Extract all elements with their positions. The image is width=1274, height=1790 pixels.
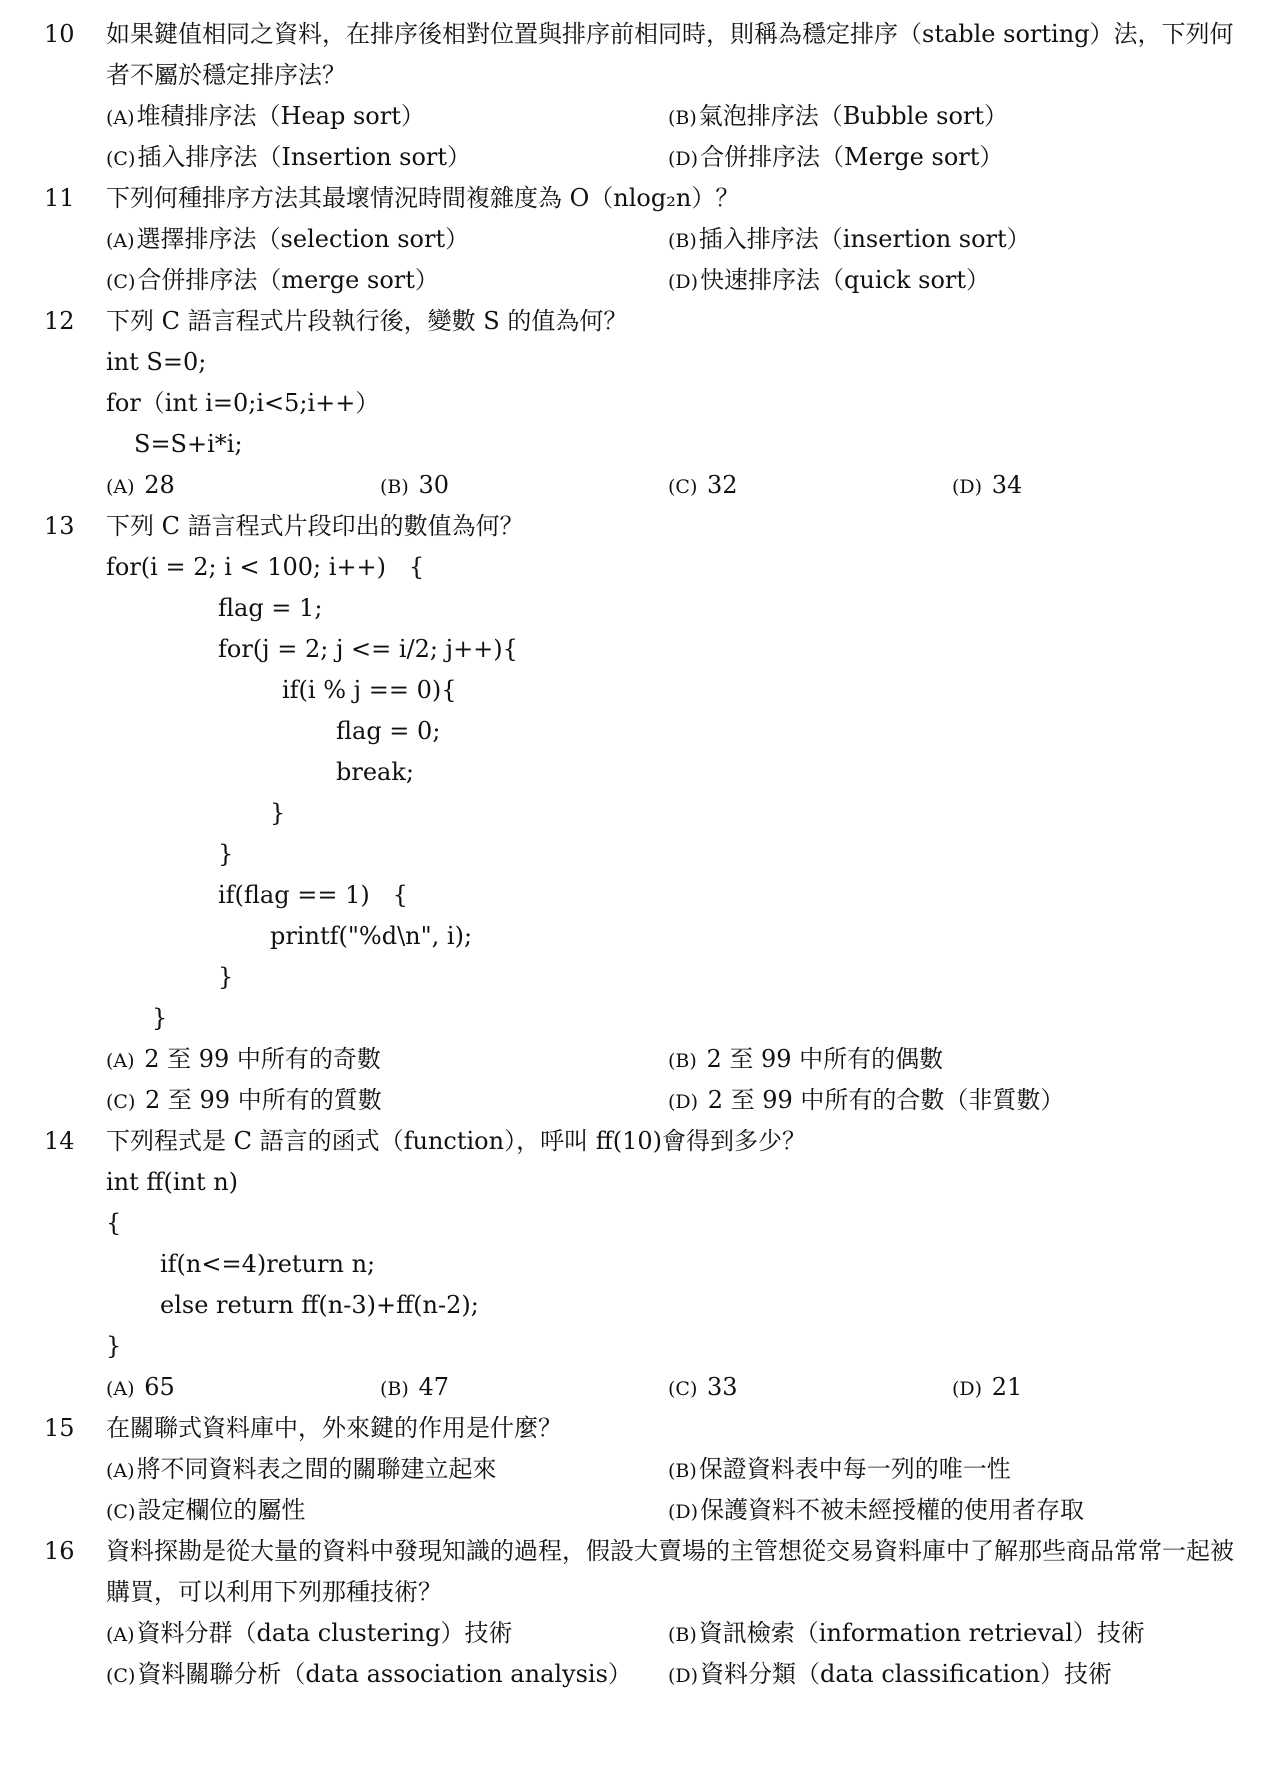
- option-text: 資料關聯分析（data association analysis）: [137, 1660, 632, 1688]
- option-text: 保證資料表中每一列的唯一性: [698, 1455, 1011, 1483]
- option-row: [0, 1490, 1274, 1531]
- option-text: 將不同資料表之間的關聯建立起來: [136, 1455, 497, 1483]
- option-text: 堆積排序法（Heap sort）: [136, 102, 425, 130]
- question-number: 10: [44, 20, 75, 48]
- option-mark: (B): [668, 1050, 697, 1072]
- option-mark: (D): [952, 476, 983, 498]
- option-text: 設定欄位的屬性: [137, 1496, 306, 1524]
- option-mark: (B): [668, 1460, 697, 1482]
- option-mark: (C): [106, 148, 136, 170]
- option-row: [0, 137, 1274, 178]
- option-mark: (C): [106, 1665, 136, 1687]
- option-mark: (C): [106, 271, 136, 293]
- code-line: if(i % j == 0){: [282, 676, 457, 704]
- option-mark: (A): [106, 107, 135, 129]
- option-mark: (D): [668, 1665, 699, 1687]
- option-b[interactable]: [380, 465, 449, 508]
- option-row: [0, 465, 1274, 506]
- option-text: 資料分類（data classification）技術: [700, 1660, 1113, 1688]
- option-d[interactable]: [952, 465, 1022, 508]
- code-line: flag = 1;: [218, 594, 323, 622]
- question-stem: 下列何種排序方法其最壞情況時間複雜度為 O（nlog₂n）？: [106, 184, 740, 212]
- question-number: 15: [44, 1414, 75, 1442]
- code-line: }: [218, 963, 234, 991]
- option-c[interactable]: [106, 260, 439, 303]
- code-line: for（int i=0;i<5;i++）: [106, 389, 380, 417]
- option-text: 47: [418, 1373, 449, 1401]
- option-text: 選擇排序法（selection sort）: [136, 225, 470, 253]
- option-text: 33: [707, 1373, 738, 1401]
- code-line: else return ff(n-3)+ff(n-2);: [160, 1291, 479, 1319]
- option-text: 2 至 99 中所有的奇數: [144, 1045, 381, 1073]
- option-mark: (C): [106, 1501, 136, 1523]
- code-line: int S=0;: [106, 348, 207, 376]
- option-a[interactable]: [106, 465, 175, 508]
- option-d[interactable]: [668, 1080, 1064, 1123]
- option-mark: (A): [106, 476, 135, 498]
- option-text: 2 至 99 中所有的質數: [145, 1086, 382, 1114]
- option-mark: (D): [668, 1501, 699, 1523]
- option-text: 30: [418, 471, 449, 499]
- option-text: 資訊檢索（information retrieval）技術: [698, 1619, 1145, 1647]
- option-text: 28: [144, 471, 175, 499]
- option-row: [0, 1367, 1274, 1408]
- option-a[interactable]: [106, 219, 469, 262]
- option-text: 21: [991, 1373, 1023, 1401]
- option-c[interactable]: [106, 1080, 382, 1123]
- option-mark: (D): [668, 1091, 699, 1113]
- option-row: [0, 1039, 1274, 1080]
- code-line: }: [106, 1332, 122, 1360]
- code-line: {: [106, 1209, 122, 1237]
- option-text: 合併排序法（merge sort）: [137, 266, 439, 294]
- option-text: 2 至 99 中所有的合數（非質數）: [707, 1086, 1065, 1114]
- option-b[interactable]: [668, 219, 1031, 262]
- code-line: for(j = 2; j <= i/2; j++){: [218, 635, 518, 663]
- option-text: 65: [144, 1373, 175, 1401]
- option-a[interactable]: [106, 96, 425, 139]
- option-d[interactable]: [668, 1654, 1112, 1697]
- option-a[interactable]: [106, 1449, 497, 1492]
- option-mark: (B): [668, 107, 697, 129]
- option-b[interactable]: [668, 1039, 943, 1082]
- question-number: 14: [44, 1127, 75, 1155]
- option-text: 資料分群（data clustering）技術: [136, 1619, 513, 1647]
- code-line: if(n<=4)return n;: [160, 1250, 376, 1278]
- code-line: if(flag == 1) {: [218, 881, 408, 909]
- option-text: 插入排序法（Insertion sort）: [137, 143, 472, 171]
- option-mark: (B): [668, 1624, 697, 1646]
- option-text: 34: [991, 471, 1023, 499]
- option-text: 插入排序法（insertion sort）: [698, 225, 1031, 253]
- option-b[interactable]: [668, 1449, 1011, 1492]
- option-mark: (D): [952, 1378, 983, 1400]
- option-c[interactable]: [668, 1367, 738, 1410]
- option-row: [0, 96, 1274, 137]
- code-line: printf("%d\n", i);: [270, 922, 473, 950]
- question-number: 16: [44, 1537, 75, 1565]
- code-line: }: [270, 799, 286, 827]
- question-stem: 如果鍵值相同之資料，在排序後相對位置與排序前相同時，則稱為穩定排序（stable sorting）法，下列何者不屬於穩定排序法？: [106, 20, 1234, 89]
- option-mark: (B): [380, 476, 409, 498]
- option-mark: (A): [106, 230, 135, 252]
- question-stem: 下列程式是 C 語言的函式（function），呼叫 ff(10)會得到多少？: [106, 1127, 807, 1155]
- code-line: for(i = 2; i < 100; i++) {: [106, 553, 425, 581]
- code-line: S=S+i*i;: [134, 430, 243, 458]
- code-line: }: [152, 1004, 168, 1032]
- code-line: flag = 0;: [336, 717, 441, 745]
- option-mark: (D): [668, 271, 699, 293]
- option-c[interactable]: [668, 465, 738, 508]
- option-d[interactable]: [668, 137, 1003, 180]
- option-mark: (A): [106, 1378, 135, 1400]
- option-c[interactable]: [106, 1490, 305, 1533]
- question-number: 13: [44, 512, 75, 540]
- question-stem: 在關聯式資料庫中，外來鍵的作用是什麼？: [106, 1414, 562, 1442]
- code-line: int ff(int n): [106, 1168, 239, 1196]
- option-mark: (A): [106, 1460, 135, 1482]
- option-b[interactable]: [380, 1367, 449, 1410]
- option-mark: (A): [106, 1050, 135, 1072]
- option-b[interactable]: [668, 96, 1008, 139]
- option-a[interactable]: [106, 1039, 381, 1082]
- option-text: 合併排序法（Merge sort）: [700, 143, 1004, 171]
- option-text: 2 至 99 中所有的偶數: [706, 1045, 944, 1073]
- option-text: 氣泡排序法（Bubble sort）: [698, 102, 1009, 130]
- question-number: 12: [44, 307, 75, 335]
- option-a[interactable]: [106, 1613, 513, 1656]
- option-d[interactable]: [668, 1490, 1084, 1533]
- option-row: [0, 1449, 1274, 1490]
- option-row: [0, 1080, 1274, 1121]
- option-a[interactable]: [106, 1367, 175, 1410]
- code-line: break;: [336, 758, 414, 786]
- option-c[interactable]: [106, 137, 471, 180]
- option-row: [0, 260, 1274, 301]
- question-stem: 下列 C 語言程式片段執行後，變數 S 的值為何？: [106, 307, 628, 335]
- option-d[interactable]: [952, 1367, 1022, 1410]
- option-text: 快速排序法（quick sort）: [700, 266, 991, 294]
- code-line: }: [218, 840, 234, 868]
- option-row: [0, 219, 1274, 260]
- option-mark: (A): [106, 1624, 135, 1646]
- option-mark: (C): [668, 476, 698, 498]
- option-d[interactable]: [668, 260, 990, 303]
- option-mark: (D): [668, 148, 699, 170]
- option-mark: (B): [668, 230, 697, 252]
- option-mark: (B): [380, 1378, 409, 1400]
- option-mark: (C): [106, 1091, 136, 1113]
- option-mark: (C): [668, 1378, 698, 1400]
- question-number: 11: [44, 184, 75, 212]
- option-text: 保護資料不被未經授權的使用者存取: [700, 1496, 1085, 1524]
- option-row: [0, 1613, 1274, 1654]
- option-c[interactable]: [106, 1654, 632, 1697]
- question-stem: 資料探勘是從大量的資料中發現知識的過程，假設大賣場的主管想從交易資料庫中了解那些商品常常一起被購買，可以利用下列那種技術？: [106, 1537, 1234, 1606]
- option-row: [0, 1654, 1274, 1695]
- option-b[interactable]: [668, 1613, 1145, 1656]
- question-stem: 下列 C 語言程式片段印出的數值為何？: [106, 512, 524, 540]
- option-text: 32: [707, 471, 738, 499]
